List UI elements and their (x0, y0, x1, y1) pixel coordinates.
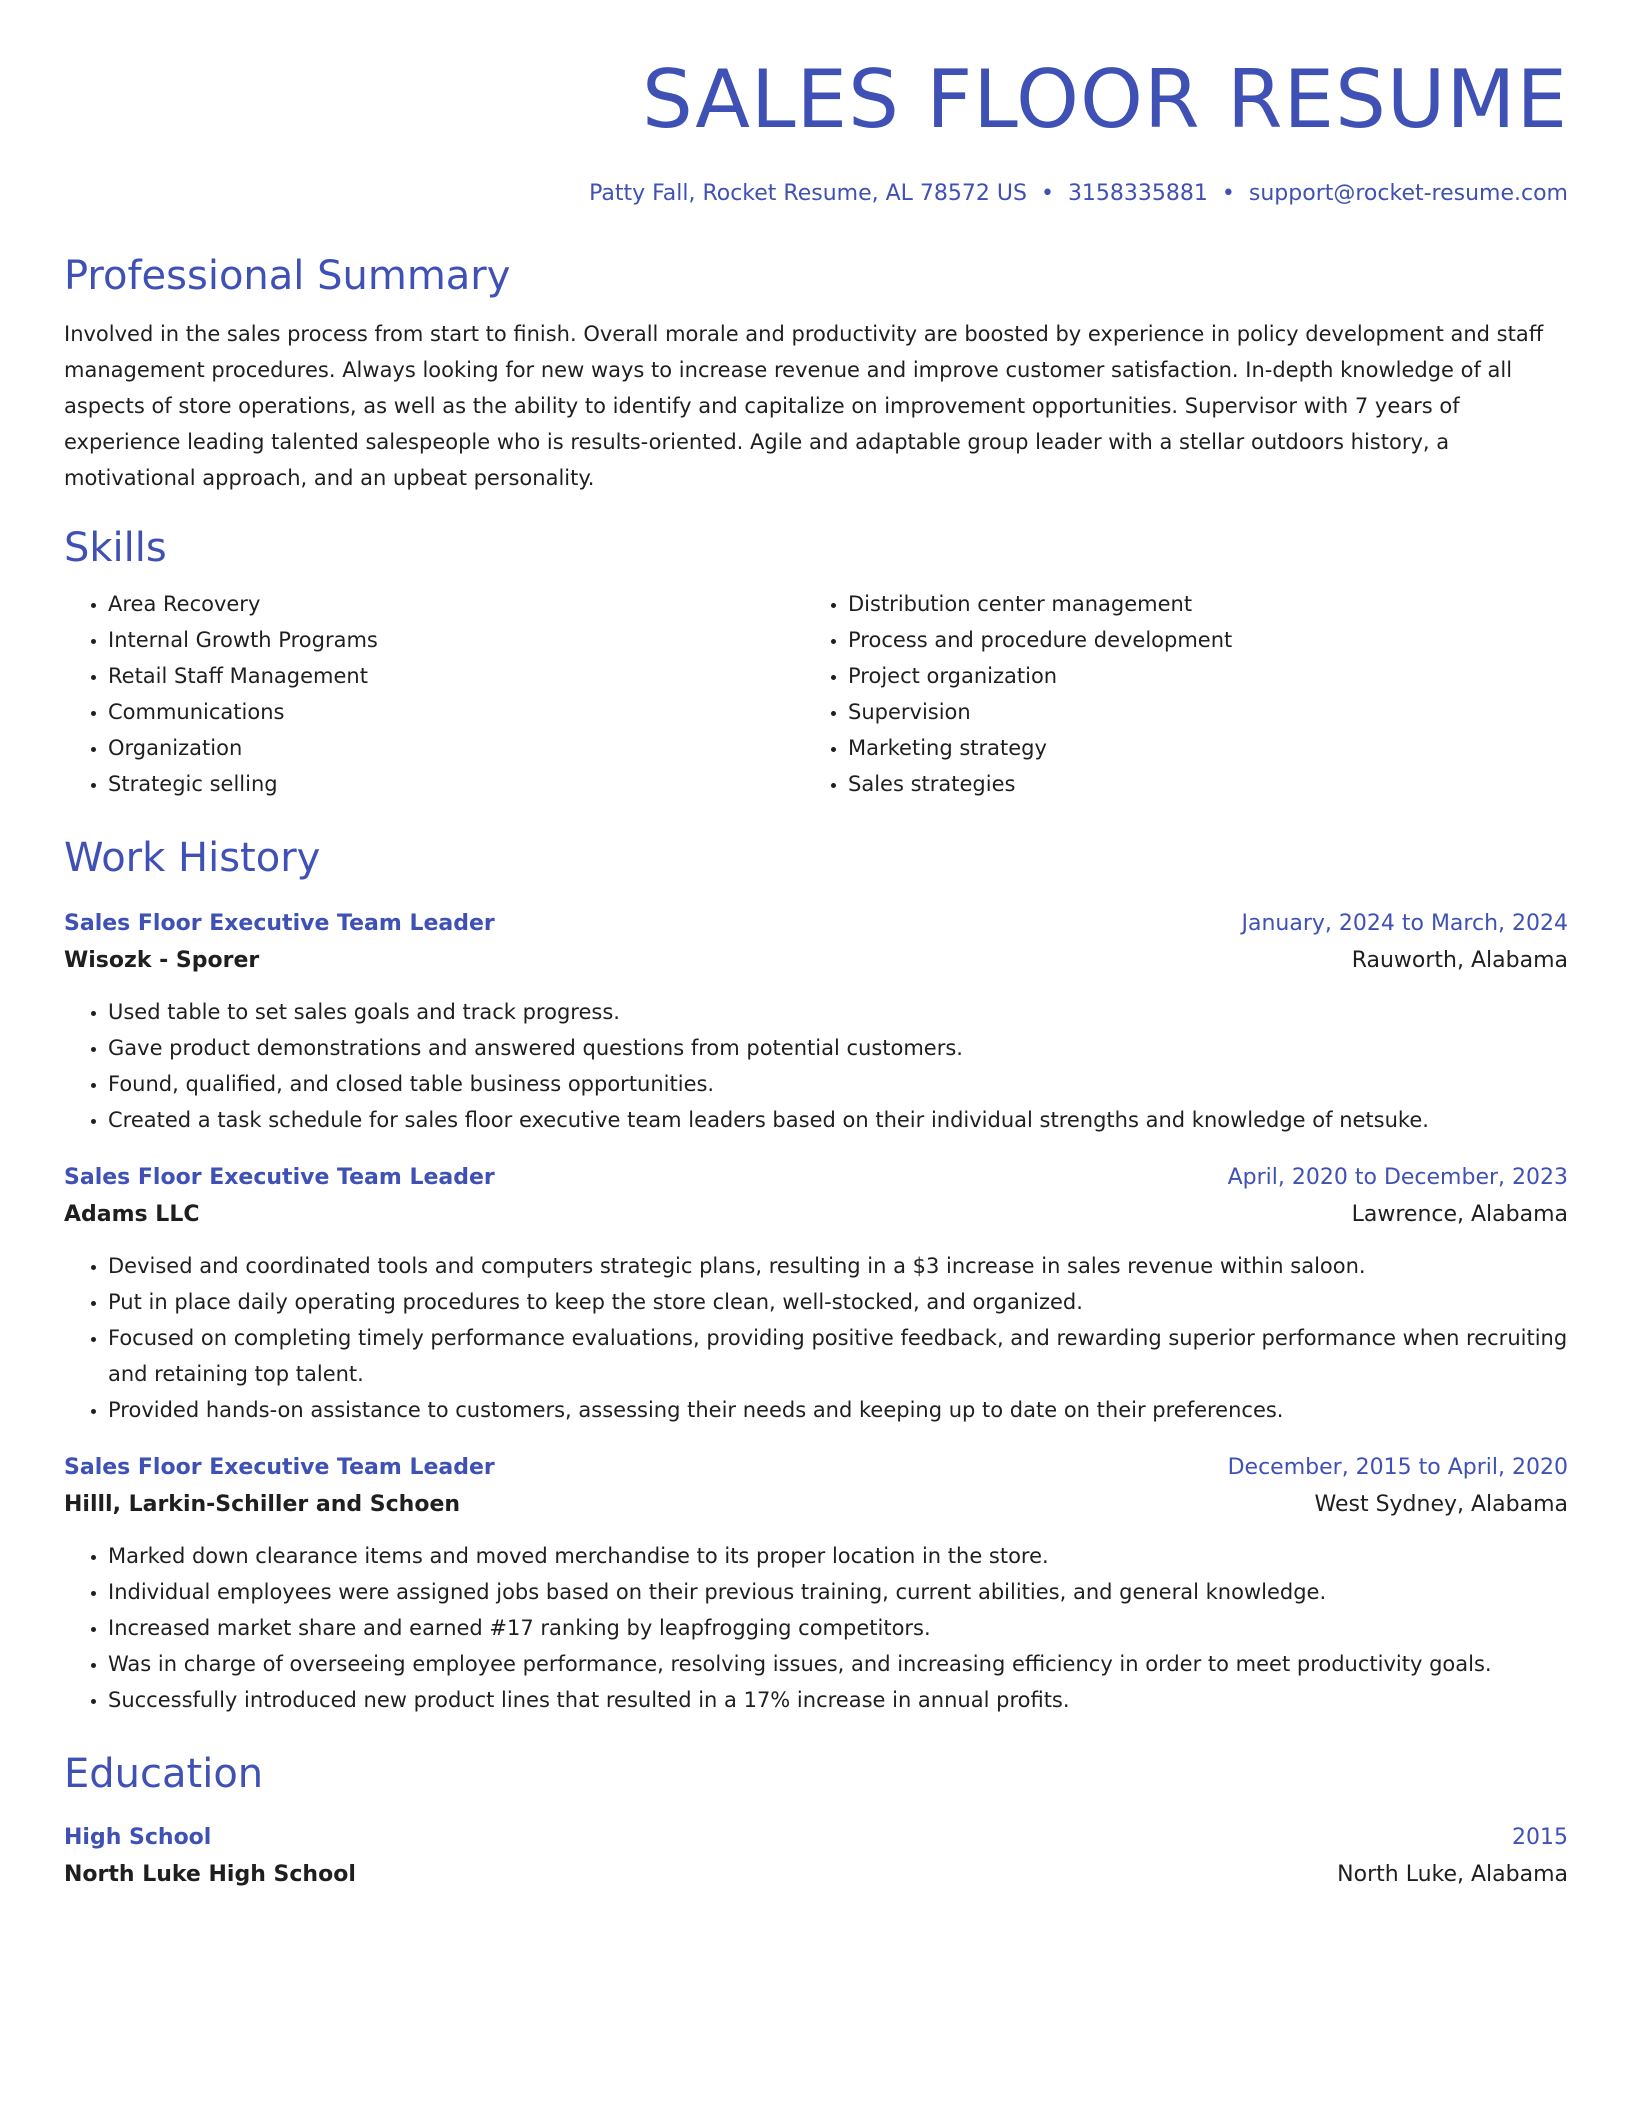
skill-item: • Process and procedure development (848, 622, 1544, 658)
job-bullets (64, 1248, 1568, 1428)
summary-text: Involved in the sales process from start to finish. Overall morale and productivity are boosted by experience in policy development and staff management procedures. Always looking for new ways to increase revenue and improve customer satisfaction. In-depth knowledge of all aspects of store operations, as well as the ability to identify and capitalize on improvement opportunities. Supervisor with 7 years of experience leading talented salespeople who is results-oriented. Agile and adaptable group leader with a stellar outdoors history, a motivational approach, and an upbeat personality. (64, 322, 1544, 490)
contact-phone: 3158335881 (1067, 181, 1208, 206)
job-dates: January, 2024 to March, 2024 (1241, 911, 1568, 936)
job-header-row (64, 906, 1568, 942)
skill-item: • Retail Staff Management (108, 658, 804, 694)
job-title: Sales Floor Executive Team Leader (64, 1165, 495, 1190)
job-entry (64, 1450, 1568, 1718)
education-school: North Luke High School (64, 1862, 356, 1887)
job-bullet: • Put in place daily operating procedures to keep the store clean, well-stocked, and organized. (108, 1284, 1568, 1320)
education-heading: Education (64, 1751, 264, 1797)
job-bullet: • Marked down clearance items and moved merchandise to its proper location in the store. (108, 1538, 1568, 1574)
education-header-row (64, 1820, 1568, 1856)
job-title: Sales Floor Executive Team Leader (64, 1455, 495, 1480)
job-bullet: • Increased market share and earned #17 ranking by leapfrogging competitors. (108, 1610, 1568, 1646)
job-bullet: • Individual employees were assigned jobs based on their previous training, current abilities, and general knowledge. (108, 1574, 1568, 1610)
skill-item: • Marketing strategy (848, 730, 1544, 766)
job-bullets (64, 994, 1568, 1138)
contact-address: Patty Fall, Rocket Resume, AL 78572 US (589, 181, 1027, 206)
job-bullets (64, 1538, 1568, 1718)
job-bullet: • Focused on completing timely performance evaluations, providing positive feedback, and rewarding superior performance when recruiting and retaining top talent. (108, 1320, 1568, 1392)
skills-left-list (64, 586, 804, 802)
education-degree: High School (64, 1825, 212, 1850)
skill-item: • Strategic selling (108, 766, 804, 802)
skill-item: • Communications (108, 694, 804, 730)
job-bullet: • Devised and coordinated tools and computers strategic plans, resulting in a $3 increase in sales revenue within saloon. (108, 1248, 1568, 1284)
job-company: Hilll, Larkin-Schiller and Schoen (64, 1492, 461, 1517)
education-school-row (64, 1856, 1568, 1894)
job-company-row (64, 1196, 1568, 1234)
job-entry (64, 1160, 1568, 1428)
job-company: Wisozk - Sporer (64, 948, 260, 973)
job-location: Rauworth, Alabama (1351, 948, 1568, 973)
job-dates: December, 2015 to April, 2020 (1227, 1455, 1568, 1480)
education-entry (64, 1820, 1568, 1894)
job-bullet: • Successfully introduced new product lines that resulted in a 17% increase in annual profits. (108, 1682, 1568, 1718)
job-bullet: • Provided hands-on assistance to customers, assessing their needs and keeping up to date on their preferences. (108, 1392, 1568, 1428)
job-entry (64, 906, 1568, 1138)
contact-email: support@rocket-resume.com (1248, 181, 1568, 206)
work-history-heading: Work History (64, 835, 321, 881)
job-bullet: • Created a task schedule for sales floor executive team leaders based on their individual strengths and knowledge of netsuke. (108, 1102, 1568, 1138)
education-year: 2015 (1512, 1825, 1568, 1850)
skill-item: • Project organization (848, 658, 1544, 694)
resume-name: SALES FLOOR RESUME (641, 53, 1568, 146)
skill-item: • Organization (108, 730, 804, 766)
job-company: Adams LLC (64, 1202, 200, 1227)
skills-heading: Skills (64, 525, 167, 571)
skill-item: • Sales strategies (848, 766, 1544, 802)
job-company-row (64, 942, 1568, 980)
contact-separator: • (1040, 181, 1054, 206)
job-bullet: • Gave product demonstrations and answered questions from potential customers. (108, 1030, 1568, 1066)
summary-heading: Professional Summary (64, 253, 511, 299)
contact-separator: • (1221, 181, 1235, 206)
skill-item: • Area Recovery (108, 586, 804, 622)
job-company-row (64, 1486, 1568, 1524)
job-dates: April, 2020 to December, 2023 (1227, 1165, 1568, 1190)
job-location: West Sydney, Alabama (1314, 1492, 1568, 1517)
skill-item: • Supervision (848, 694, 1544, 730)
job-header-row (64, 1160, 1568, 1196)
job-bullet: • Was in charge of overseeing employee performance, resolving issues, and increasing efficiency in order to meet productivity goals. (108, 1646, 1568, 1682)
job-header-row (64, 1450, 1568, 1486)
skill-item: • Distribution center management (848, 586, 1544, 622)
skills-right-list (804, 586, 1544, 802)
job-bullet: • Used table to set sales goals and track progress. (108, 994, 1568, 1030)
job-location: Lawrence, Alabama (1351, 1202, 1568, 1227)
job-title: Sales Floor Executive Team Leader (64, 911, 495, 936)
skill-item: • Internal Growth Programs (108, 622, 804, 658)
job-bullet: • Found, qualified, and closed table business opportunities. (108, 1066, 1568, 1102)
education-location: North Luke, Alabama (1337, 1862, 1568, 1887)
contact-line (64, 178, 1568, 210)
skills-grid (64, 586, 1568, 802)
